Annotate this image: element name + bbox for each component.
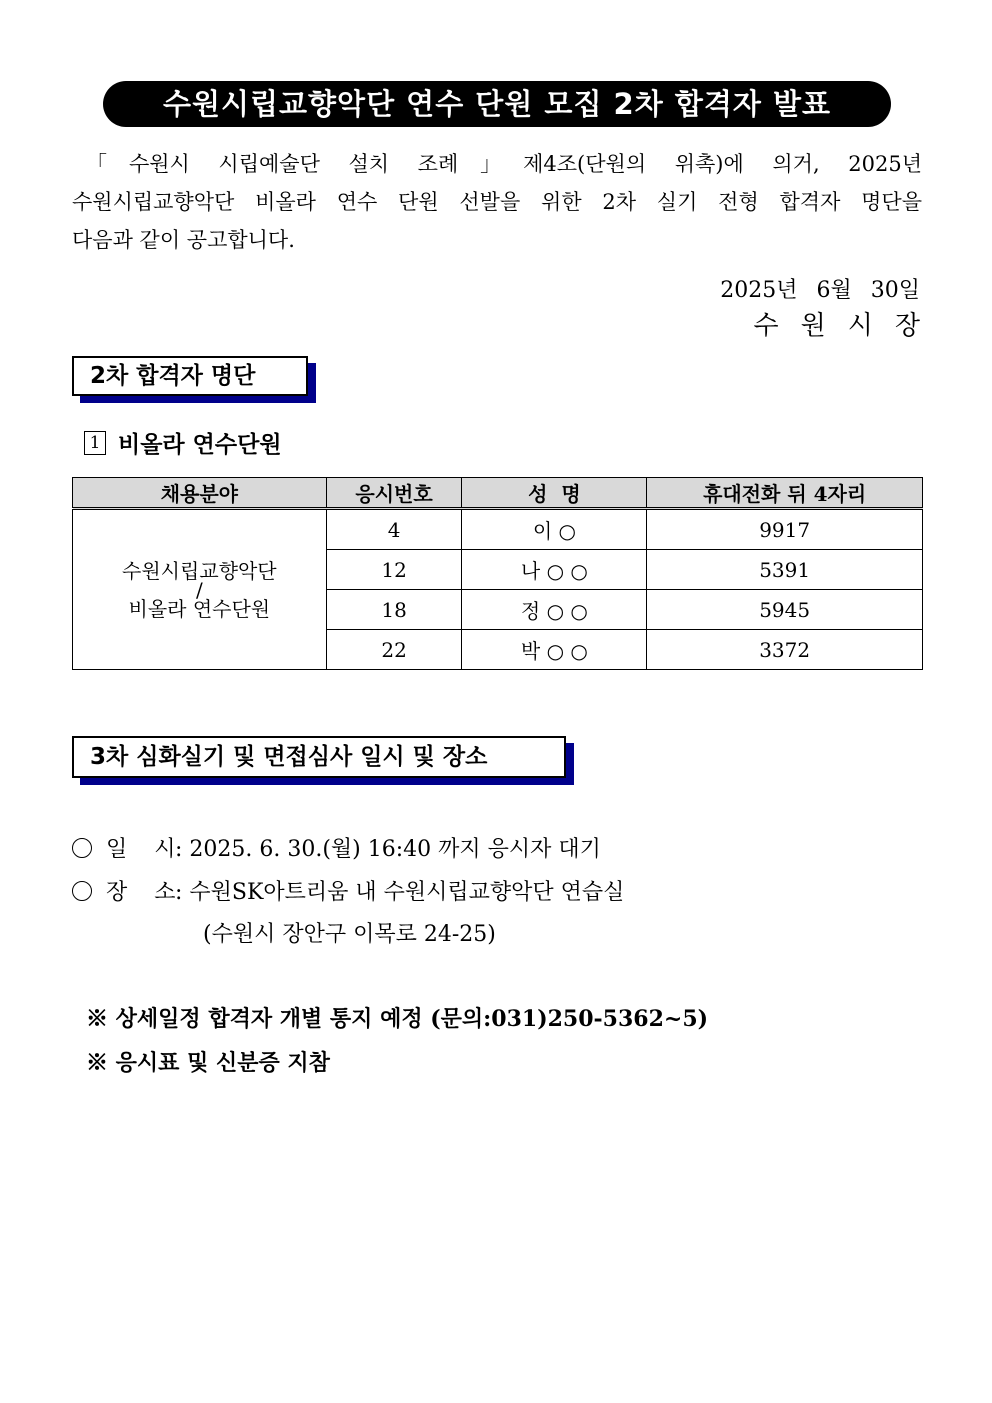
page-title: 수원시립교향악단 연수 단원 모집 2차 합격자 발표 bbox=[103, 81, 891, 127]
schedule-place bbox=[72, 875, 624, 906]
datetime-label: 일 시 bbox=[106, 837, 186, 862]
exam-number-cell: 12 bbox=[326, 550, 462, 590]
exam-number-cell: 4 bbox=[326, 509, 462, 550]
signer: 수원시장 bbox=[753, 311, 942, 341]
intro-line-3: 다음과 같이 공고합니다. bbox=[72, 228, 295, 252]
circle-bullet-icon bbox=[72, 838, 92, 858]
header-name: 성 명 bbox=[462, 478, 647, 509]
table-header-row bbox=[73, 478, 923, 509]
note-schedule: ※ 상세일정 합격자 개별 통지 예정 (문의:031)250-5362~5) bbox=[86, 1006, 709, 1032]
subsection-title: 비올라 연수단원 bbox=[118, 431, 282, 458]
note-bring-id: ※ 응시표 및 신분증 지참 bbox=[86, 1050, 330, 1076]
exam-number-cell: 22 bbox=[326, 630, 462, 670]
exam-number-cell: 18 bbox=[326, 590, 462, 630]
name-cell: 정 ○ ○ bbox=[462, 590, 647, 630]
passers-table bbox=[72, 477, 923, 670]
announcement-date: 2025년 6월 30일 bbox=[720, 278, 920, 303]
place-label: 장 소 bbox=[106, 880, 186, 905]
header-exam-number: 응시번호 bbox=[326, 478, 462, 509]
header-field: 채용분야 bbox=[73, 478, 327, 509]
field-line-3: 비올라 연수단원 bbox=[128, 596, 271, 621]
name-cell: 이 ○ bbox=[462, 509, 647, 550]
intro-line-2: 수원시립교향악단 비올라 연수 단원 선발을 위한 2차 실기 전형 합격자 명단을 bbox=[72, 190, 922, 214]
phone-cell: 5945 bbox=[647, 590, 923, 630]
field-cell bbox=[73, 509, 327, 670]
phone-cell: 5391 bbox=[647, 550, 923, 590]
datetime-value: : 2025. 6. 30.(월) 16:40 까지 응시자 대기 bbox=[175, 837, 601, 862]
place-address: (수원시 장안구 이목로 24-25) bbox=[203, 922, 496, 947]
field-line-1: 수원시립교향악단 bbox=[122, 558, 277, 583]
field-line-2: / bbox=[195, 577, 203, 602]
table-row bbox=[73, 509, 923, 550]
section-heading-schedule: 3차 심화실기 및 면접심사 일시 및 장소 bbox=[72, 736, 566, 778]
subsection-heading bbox=[84, 426, 282, 459]
name-cell: 박 ○ ○ bbox=[462, 630, 647, 670]
intro-paragraph bbox=[72, 145, 922, 259]
phone-cell: 3372 bbox=[647, 630, 923, 670]
section-heading-passers: 2차 합격자 명단 bbox=[72, 356, 308, 396]
schedule-datetime bbox=[72, 832, 601, 863]
intro-line-1: 「수원시 시립예술단 설치 조례」제4조(단원의 위촉)에 의거, 2025년 bbox=[86, 152, 922, 176]
subsection-number: 1 bbox=[84, 431, 106, 455]
circle-bullet-icon bbox=[72, 881, 92, 901]
name-cell: 나 ○ ○ bbox=[462, 550, 647, 590]
place-value: : 수원SK아트리움 내 수원시립교향악단 연습실 bbox=[175, 880, 625, 905]
phone-cell: 9917 bbox=[647, 509, 923, 550]
header-phone: 휴대전화 뒤 4자리 bbox=[647, 478, 923, 509]
